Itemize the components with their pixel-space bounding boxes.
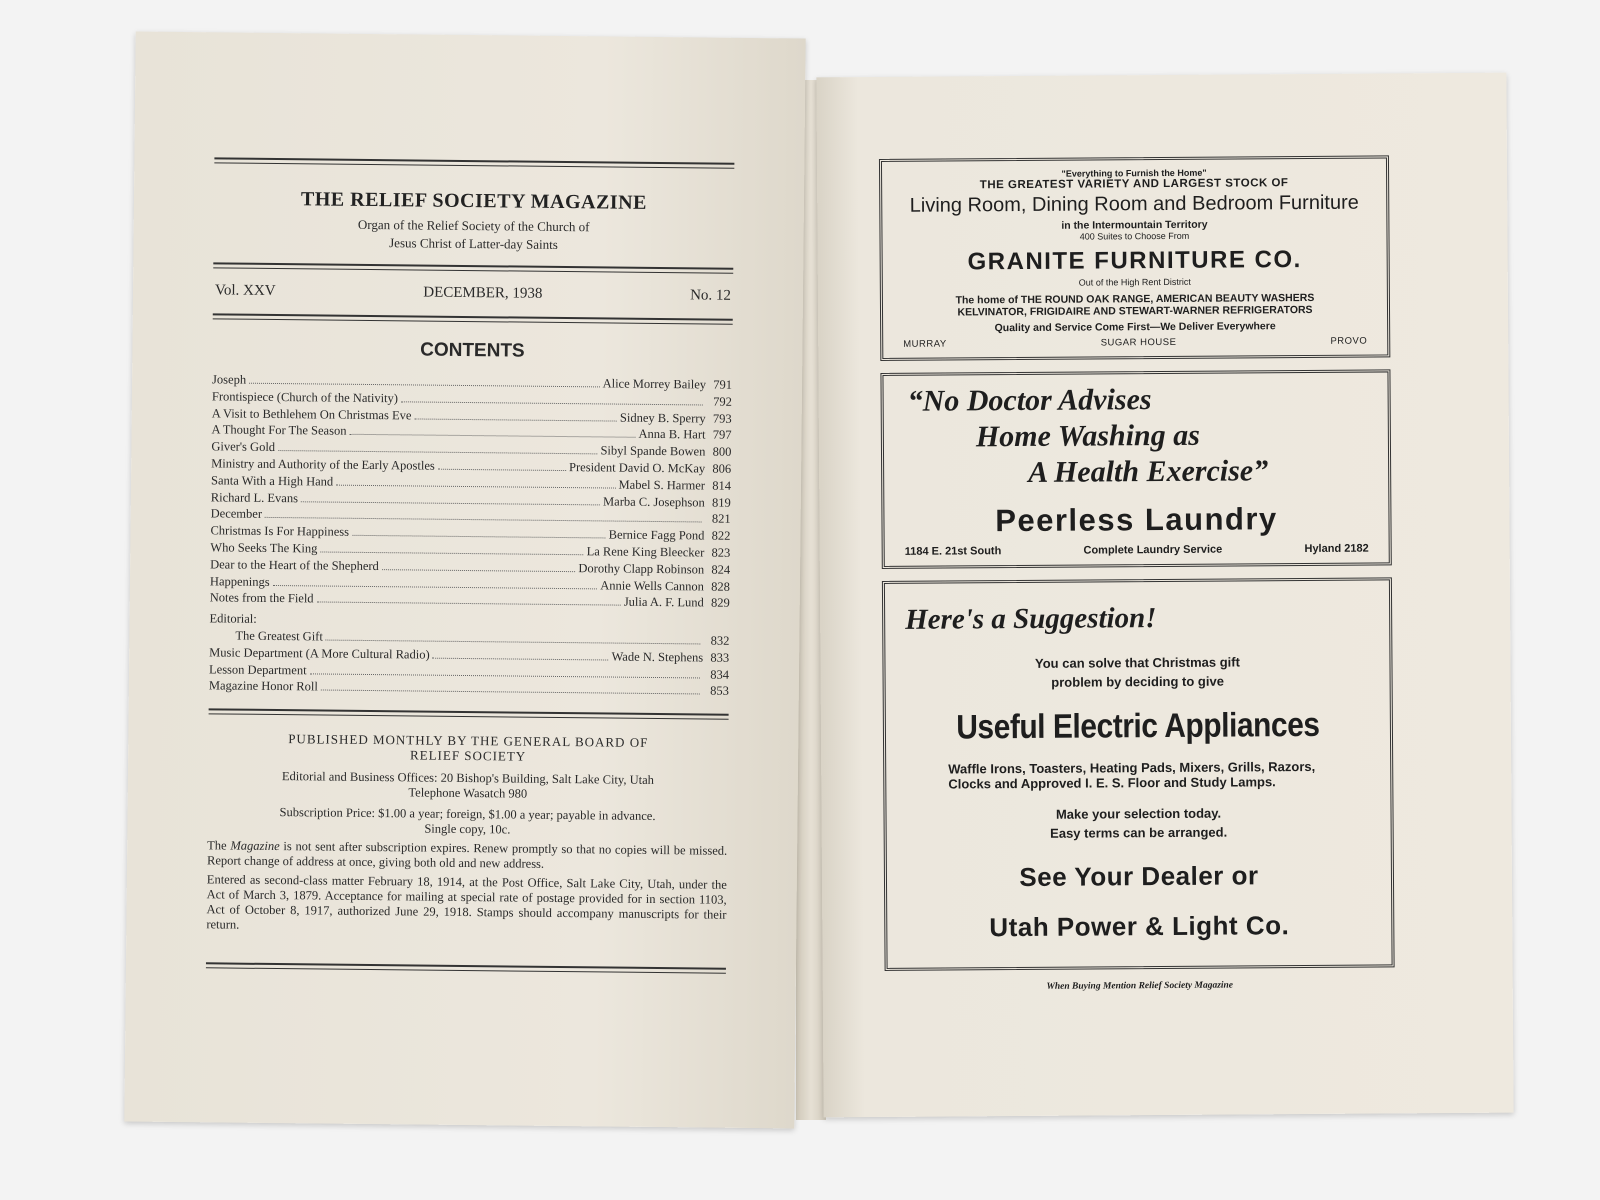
toc-entry-title: Happenings: [209, 573, 270, 589]
toc-entry-title: Magazine Honor Roll: [208, 678, 318, 694]
toc-entry-author: Alice Morrey Bailey: [602, 376, 707, 392]
right-page-content: [879, 155, 1395, 993]
toc-entry-author: Sidney B. Sperry: [619, 410, 706, 426]
furniture-tagline: "Everything to Furnish the Home": [1061, 167, 1207, 179]
toc-entry-page: 829: [710, 595, 730, 611]
offices: [208, 768, 728, 803]
offices-line-2: Telephone Wasatch 980: [408, 785, 528, 801]
page-footer: [885, 979, 1395, 993]
toc-entry-page: 834: [710, 667, 730, 682]
toc-entry-author: President David O. McKay: [569, 460, 706, 476]
toc-entry-title: Dear to the Heart of the Shepherd: [210, 557, 379, 573]
left-page-content: [206, 157, 734, 974]
toc-entry-author: Julia A. F. Lund: [623, 595, 704, 610]
subtitle-line-1: Organ of the Relief Society of the Church of: [357, 216, 590, 235]
toc-entry-title: Who Seeks The King: [210, 540, 318, 556]
magazine-subtitle: [213, 214, 733, 255]
toc-entry-title: The Greatest Gift: [235, 628, 323, 644]
toc-entry-title: Frontispiece (Church of the Nativity): [211, 389, 399, 406]
toc-tail-list: [209, 644, 729, 700]
toc-entry-title: December: [210, 506, 263, 522]
rule-above-publisher: [209, 708, 729, 719]
location-sugar-house: SUGAR HOUSE: [1100, 336, 1177, 349]
issue-number: No. 12: [690, 287, 732, 304]
toc-leader-dots: [273, 584, 598, 589]
toc-entry-title: Notes from the Field: [209, 590, 314, 606]
power-line-1: You can solve that Christmas gift: [1034, 654, 1240, 671]
notice-magazine-word: Magazine: [230, 838, 280, 854]
toc-entry-author: Wade N. Stephens: [611, 649, 704, 665]
toc-entry-author: Annie Wells Cannon: [600, 577, 705, 594]
toc-entry-page: 824: [711, 562, 731, 577]
subscription: [207, 804, 727, 839]
toc-leader-dots: [352, 534, 606, 539]
toc-entry-title: Music Department (A More Cultural Radio): [209, 645, 430, 662]
volume: Vol. XXV: [214, 282, 276, 300]
toc-entry-title: Joseph: [212, 372, 247, 387]
toc-entry-page: 791: [713, 377, 733, 392]
power-appliance-list: Waffle Irons, Toasters, Heating Pads, Mixers, Grills, Razors, Clocks and Approved I. E. S. Floor and Study Lamps.: [948, 758, 1316, 792]
toc-entry-title: Christmas Is For Happiness: [210, 523, 350, 539]
laundry-footer: [905, 543, 1369, 558]
furniture-district: Out of the High Rent District: [1078, 276, 1191, 288]
contents-heading: CONTENTS: [420, 339, 525, 362]
toc-leader-dots: [321, 689, 700, 695]
toc-entry-page: 793: [712, 411, 732, 426]
toc-entry-title: Santa With a High Hand: [210, 473, 334, 489]
toc-entry-author: Anna B. Hart: [638, 427, 706, 442]
bottom-rule: [206, 962, 726, 973]
toc-editorial-label: Editorial:: [209, 611, 257, 626]
toc-leader-dots: [438, 468, 566, 471]
rule-above-volume: [213, 262, 733, 273]
laundry-service: Complete Laundry Service: [1083, 543, 1223, 557]
toc-leader-dots: [317, 601, 621, 606]
toc-entry-title: Lesson Department: [208, 661, 307, 677]
toc-leader-dots: [265, 516, 702, 523]
toc-entry-author: Bernice Fagg Pond: [608, 527, 705, 543]
power-headline: Useful Electric Appliances: [956, 705, 1320, 747]
toc-entry-title: Giver's Gold: [211, 439, 276, 455]
toc-entry-author: Mabel S. Harmer: [618, 477, 706, 493]
toc-entry-title: A Thought For The Season: [211, 422, 347, 439]
toc-leader-dots: [278, 449, 597, 454]
toc-leader-dots: [310, 672, 700, 678]
left-page: [124, 32, 805, 1129]
toc-entry-title: Richard L. Evans: [210, 489, 299, 505]
toc-entry-page: 814: [712, 478, 732, 493]
laundry-quote-line-2: Home Washing as: [975, 418, 1200, 454]
toc-leader-dots: [320, 550, 583, 555]
published-by: [208, 730, 728, 765]
toc-leader-dots: [433, 656, 609, 660]
toc-entry-page: 828: [711, 579, 731, 594]
toc-leader-dots: [349, 433, 635, 438]
furniture-quality: Quality and Service Come First—We Deliver Everywhere: [994, 320, 1276, 335]
subtitle-line-2: Jesus Christ of Latter-day Saints: [389, 235, 558, 252]
utah-power-ad: [882, 577, 1395, 971]
laundry-company: Peerless Laundry: [995, 501, 1278, 539]
offices-line-1: Editorial and Business Offices: 20 Bishop's Building, Salt Lake City, Utah: [281, 769, 654, 788]
renewal-notice: [207, 838, 727, 873]
toc-entry-page: 853: [710, 683, 729, 699]
footer-prefix: When Buying Mention: [1046, 981, 1139, 992]
power-suggestion: Here's a Suggestion!: [905, 602, 1157, 636]
rule-below-volume: [213, 313, 733, 324]
power-see-line-1: See Your Dealer or: [1019, 860, 1259, 893]
footer-magazine: Relief Society Magazine: [1138, 980, 1234, 992]
location-murray: MURRAY: [903, 338, 947, 350]
published-line-2: RELIEF SOCIETY: [409, 747, 527, 764]
top-rule: [214, 157, 734, 168]
laundry-quote-line-3: A Health Exercise”: [1028, 454, 1269, 489]
toc-entry-author: Sibyl Spande Bowen: [600, 443, 706, 459]
toc-leader-dots: [301, 500, 600, 505]
notice-rest: is not sent after subscription expires. Renew promptly so that no copies will be missed. Report change of address at once, giving both old and new address.: [206, 839, 728, 871]
toc-main-list: [210, 371, 732, 612]
table-of-contents: [209, 371, 732, 700]
furniture-company: GRANITE FURNITURE CO.: [967, 246, 1302, 276]
toc-leader-dots: [401, 400, 703, 405]
toc-entry-title: A Visit to Bethlehem On Christmas Eve: [211, 405, 412, 423]
toc-entry-page: 823: [711, 545, 731, 560]
toc-entry-page: 832: [710, 633, 730, 648]
laundry-address: 1184 E. 21st South: [904, 545, 1002, 558]
toc-leader-dots: [336, 483, 615, 488]
location-provo: PROVO: [1330, 335, 1368, 347]
toc-entry-page: 792: [713, 394, 732, 409]
magazine-title: THE RELIEF SOCIETY MAGAZINE: [300, 188, 648, 214]
subscription-line-1: Subscription Price: $1.00 a year; foreign, $1.00 a year; payable in advance.: [279, 805, 656, 824]
published-line-1: PUBLISHED MONTHLY BY THE GENERAL BOARD OF: [288, 731, 649, 751]
toc-leader-dots: [249, 382, 600, 388]
toc-leader-dots: [382, 568, 576, 572]
toc-entry-page: 800: [712, 444, 732, 459]
granite-furniture-ad: [879, 155, 1390, 361]
toc-entry-page: 833: [710, 650, 730, 665]
toc-entry-page: 822: [711, 528, 731, 543]
furniture-suites: 400 Suites to Choose From: [1079, 230, 1190, 242]
subscription-line-2: Single copy, 10c.: [424, 821, 511, 837]
laundry-phone: Hyland 2182: [1304, 542, 1369, 556]
peerless-laundry-ad: [880, 369, 1391, 569]
furniture-locations: [903, 336, 1367, 350]
right-page: [816, 73, 1513, 1118]
power-see-line-2: Utah Power & Light Co.: [989, 910, 1290, 943]
laundry-quote-line-1: “No Doctor Advises: [907, 383, 1152, 418]
furniture-home-line-1: The home of THE ROUND OAK RANGE, AMERICAN BEAUTY WASHERS: [955, 291, 1315, 307]
furniture-headline: THE GREATEST VARIETY AND LARGEST STOCK OF: [979, 177, 1289, 192]
toc-leader-dots: [414, 417, 617, 421]
publisher-info: [206, 730, 728, 937]
toc-entry-page: 797: [712, 427, 732, 443]
issue-info: [215, 282, 731, 304]
notice-prefix: The: [207, 838, 231, 853]
power-line-2: problem by deciding to give: [1051, 673, 1224, 690]
power-select: Make your selection today.: [1055, 805, 1222, 822]
toc-entry-author: Marba C. Josephson: [603, 494, 705, 510]
furniture-territory: in the Intermountain Territory: [1061, 218, 1208, 232]
furniture-rooms: Living Room, Dining Room and Bedroom Furniture: [909, 191, 1359, 217]
issue-date: DECEMBER, 1938: [423, 284, 543, 302]
toc-entry-author: La Rene King Bleecker: [586, 544, 705, 560]
toc-entry-title: Ministry and Authority of the Early Apostles: [211, 456, 435, 473]
toc-entry-author: Dorothy Clapp Robinson: [578, 560, 705, 577]
toc-entry-page: 821: [711, 511, 731, 527]
toc-entry-page: 806: [712, 461, 732, 476]
power-terms: Easy terms can be arranged.: [1050, 824, 1228, 841]
toc-leader-dots: [326, 638, 701, 644]
entry-notice: Entered as second-class matter February 18, 1914, at the Post Office, Salt Lake City, Utah, under the Act of March 3, 1879. Acceptance for mailing at special rate of postage provided for in section 1103, Act of October 8, 1917, authorized June 29, 1918. Stamps should accompany manuscripts for their return.: [206, 872, 727, 932]
toc-entry-page: 819: [712, 495, 731, 510]
furniture-home-line-2: KELVINATOR, FRIGIDAIRE AND STEWART-WARNER REFRIGERATORS: [957, 303, 1313, 319]
